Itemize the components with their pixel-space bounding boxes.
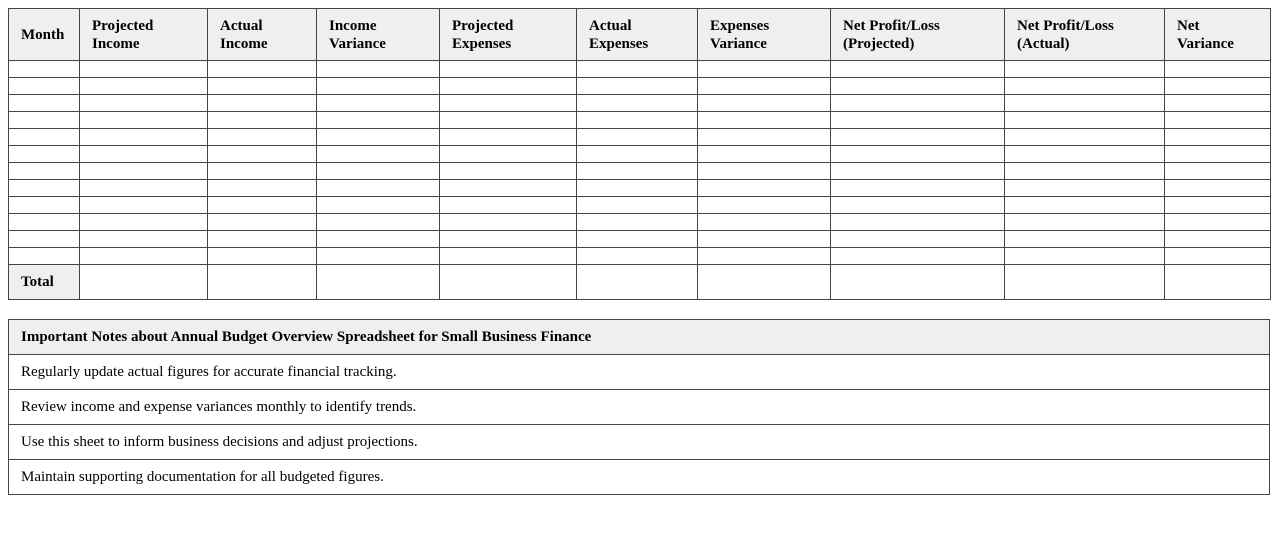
column-header-line1: Expenses [710, 17, 770, 34]
table-cell[interactable] [80, 180, 208, 197]
column-header [831, 9, 1005, 61]
column-header [317, 9, 440, 61]
table-cell[interactable] [831, 197, 1005, 214]
table-cell[interactable] [440, 61, 577, 78]
table-cell[interactable] [80, 61, 208, 78]
table-cell[interactable] [9, 231, 80, 248]
table-cell[interactable] [577, 180, 698, 197]
table-cell[interactable] [831, 146, 1005, 163]
table-cell[interactable] [440, 78, 577, 95]
table-cell[interactable] [80, 78, 208, 95]
column-header-line1: Income [329, 17, 377, 34]
table-cell[interactable] [1005, 112, 1165, 129]
column-header-line1: Projected [92, 17, 154, 34]
total-cell[interactable] [80, 265, 208, 300]
table-cell[interactable] [1165, 214, 1271, 231]
column-header-line1: Projected [452, 17, 514, 34]
table-cell[interactable] [9, 163, 80, 180]
table-cell[interactable] [831, 129, 1005, 146]
table-cell[interactable] [698, 214, 831, 231]
table-cell[interactable] [80, 95, 208, 112]
table-cell[interactable] [1005, 78, 1165, 95]
table-cell[interactable] [577, 214, 698, 231]
table-cell[interactable] [9, 112, 80, 129]
table-cell[interactable] [1165, 129, 1271, 146]
total-cell[interactable] [1005, 265, 1165, 300]
table-cell[interactable] [577, 248, 698, 265]
column-header-line2: Variance [710, 35, 767, 52]
table-cell[interactable] [577, 112, 698, 129]
table-cell[interactable] [698, 61, 831, 78]
table-cell[interactable] [208, 180, 317, 197]
note-item: Use this sheet to inform business decisions and adjust projections. [9, 425, 1270, 460]
table-cell[interactable] [831, 248, 1005, 265]
table-cell[interactable] [317, 163, 440, 180]
table-cell[interactable] [1005, 197, 1165, 214]
column-header [577, 9, 698, 61]
table-row [9, 61, 1271, 78]
table-cell[interactable] [317, 112, 440, 129]
notes-title: Important Notes about Annual Budget Overview Spreadsheet for Small Business Finance [9, 320, 1270, 355]
column-header-line1: Net Profit/Loss [1017, 17, 1114, 34]
table-cell[interactable] [577, 78, 698, 95]
table-cell[interactable] [831, 112, 1005, 129]
column-header-line1: Month [21, 26, 65, 43]
table-cell[interactable] [440, 180, 577, 197]
table-row [9, 214, 1271, 231]
table-cell[interactable] [317, 231, 440, 248]
table-cell[interactable] [1165, 146, 1271, 163]
column-header-line2: Expenses [452, 35, 512, 52]
table-cell[interactable] [208, 78, 317, 95]
table-cell[interactable] [80, 231, 208, 248]
column-header-line1: Actual [589, 17, 632, 34]
table-cell[interactable] [317, 214, 440, 231]
table-cell[interactable] [317, 248, 440, 265]
table-cell[interactable] [208, 214, 317, 231]
note-item: Review income and expense variances monthly to identify trends. [9, 390, 1270, 425]
table-cell[interactable] [1005, 231, 1165, 248]
table-cell[interactable] [80, 248, 208, 265]
table-cell[interactable] [577, 95, 698, 112]
table-cell[interactable] [1165, 95, 1271, 112]
table-cell[interactable] [208, 112, 317, 129]
column-header [208, 9, 317, 61]
column-header [80, 9, 208, 61]
table-cell[interactable] [1165, 248, 1271, 265]
table-cell[interactable] [80, 112, 208, 129]
table-cell[interactable] [577, 146, 698, 163]
table-cell[interactable] [1005, 61, 1165, 78]
table-cell[interactable] [698, 231, 831, 248]
table-cell[interactable] [698, 129, 831, 146]
table-cell[interactable] [317, 146, 440, 163]
table-cell[interactable] [440, 197, 577, 214]
table-row [9, 112, 1271, 129]
column-header-line2: (Actual) [1017, 35, 1070, 52]
table-cell[interactable] [698, 163, 831, 180]
notes-table [8, 319, 1270, 495]
table-cell[interactable] [317, 78, 440, 95]
note-item: Regularly update actual figures for accurate financial tracking. [9, 355, 1270, 390]
table-cell[interactable] [9, 61, 80, 78]
table-cell[interactable] [208, 248, 317, 265]
column-header-line2: Variance [329, 35, 386, 52]
table-cell[interactable] [9, 248, 80, 265]
table-row [9, 78, 1271, 95]
table-cell[interactable] [9, 78, 80, 95]
table-row [9, 248, 1271, 265]
table-cell[interactable] [577, 61, 698, 78]
table-cell[interactable] [698, 248, 831, 265]
table-cell[interactable] [577, 197, 698, 214]
table-cell[interactable] [577, 163, 698, 180]
table-cell[interactable] [698, 180, 831, 197]
table-cell[interactable] [208, 61, 317, 78]
column-header [440, 9, 577, 61]
table-cell[interactable] [80, 146, 208, 163]
table-cell[interactable] [831, 95, 1005, 112]
column-header-line1: Actual [220, 17, 263, 34]
table-cell[interactable] [1005, 163, 1165, 180]
table-cell[interactable] [831, 163, 1005, 180]
table-cell[interactable] [1165, 163, 1271, 180]
table-cell[interactable] [1005, 146, 1165, 163]
table-cell[interactable] [1005, 129, 1165, 146]
table-cell[interactable] [440, 231, 577, 248]
table-cell[interactable] [1165, 112, 1271, 129]
table-cell[interactable] [80, 129, 208, 146]
table-cell[interactable] [698, 197, 831, 214]
column-header-line2: Income [220, 35, 268, 52]
table-cell[interactable] [9, 197, 80, 214]
table-cell[interactable] [698, 95, 831, 112]
table-cell[interactable] [698, 112, 831, 129]
column-header-line2: Income [92, 35, 140, 52]
table-cell[interactable] [80, 214, 208, 231]
table-cell[interactable] [440, 129, 577, 146]
table-cell[interactable] [9, 146, 80, 163]
table-cell[interactable] [440, 146, 577, 163]
total-cell[interactable] [317, 265, 440, 300]
table-cell[interactable] [577, 129, 698, 146]
table-cell[interactable] [698, 78, 831, 95]
total-cell[interactable] [577, 265, 698, 300]
table-cell[interactable] [317, 197, 440, 214]
column-header-line2: Variance [1177, 35, 1234, 52]
table-cell[interactable] [9, 95, 80, 112]
table-cell[interactable] [1005, 95, 1165, 112]
column-header [1005, 9, 1165, 61]
total-label: Total [9, 265, 80, 300]
table-cell[interactable] [9, 129, 80, 146]
total-row [9, 265, 1271, 300]
table-cell[interactable] [80, 163, 208, 180]
table-cell[interactable] [831, 180, 1005, 197]
table-cell[interactable] [1165, 197, 1271, 214]
table-cell[interactable] [208, 197, 317, 214]
table-cell[interactable] [317, 180, 440, 197]
column-header [9, 9, 80, 61]
total-cell[interactable] [698, 265, 831, 300]
table-cell[interactable] [1165, 180, 1271, 197]
table-cell[interactable] [577, 231, 698, 248]
column-header-line2: Expenses [589, 35, 649, 52]
header-row [9, 9, 1271, 61]
table-row [9, 129, 1271, 146]
table-cell[interactable] [440, 214, 577, 231]
table-row [9, 163, 1271, 180]
table-cell[interactable] [1005, 214, 1165, 231]
total-cell[interactable] [1165, 265, 1271, 300]
column-header [698, 9, 831, 61]
table-cell[interactable] [698, 146, 831, 163]
total-cell[interactable] [208, 265, 317, 300]
table-cell[interactable] [9, 214, 80, 231]
table-cell[interactable] [1165, 231, 1271, 248]
column-header-line1: Net Profit/Loss [843, 17, 940, 34]
table-row [9, 146, 1271, 163]
table-cell[interactable] [1005, 180, 1165, 197]
table-cell[interactable] [831, 61, 1005, 78]
table-cell[interactable] [1005, 248, 1165, 265]
table-cell[interactable] [9, 180, 80, 197]
table-row [9, 231, 1271, 248]
table-cell[interactable] [440, 163, 577, 180]
table-cell[interactable] [208, 95, 317, 112]
table-cell[interactable] [831, 231, 1005, 248]
table-cell[interactable] [208, 146, 317, 163]
table-cell[interactable] [317, 95, 440, 112]
table-cell[interactable] [1165, 61, 1271, 78]
table-cell[interactable] [440, 248, 577, 265]
table-row [9, 197, 1271, 214]
table-cell[interactable] [440, 112, 577, 129]
note-item: Maintain supporting documentation for all budgeted figures. [9, 460, 1270, 495]
table-cell[interactable] [831, 214, 1005, 231]
table-cell[interactable] [208, 231, 317, 248]
column-header [1165, 9, 1271, 61]
table-row [9, 95, 1271, 112]
column-header-line2: (Projected) [843, 35, 915, 52]
table-cell[interactable] [1165, 78, 1271, 95]
budget-table [8, 8, 1271, 300]
table-cell[interactable] [440, 95, 577, 112]
table-cell[interactable] [208, 163, 317, 180]
table-cell[interactable] [831, 78, 1005, 95]
table-row [9, 180, 1271, 197]
table-cell[interactable] [317, 61, 440, 78]
table-body [9, 61, 1271, 300]
total-cell[interactable] [440, 265, 577, 300]
table-cell[interactable] [208, 129, 317, 146]
table-cell[interactable] [317, 129, 440, 146]
table-cell[interactable] [80, 197, 208, 214]
total-cell[interactable] [831, 265, 1005, 300]
column-header-line1: Net [1177, 17, 1200, 34]
